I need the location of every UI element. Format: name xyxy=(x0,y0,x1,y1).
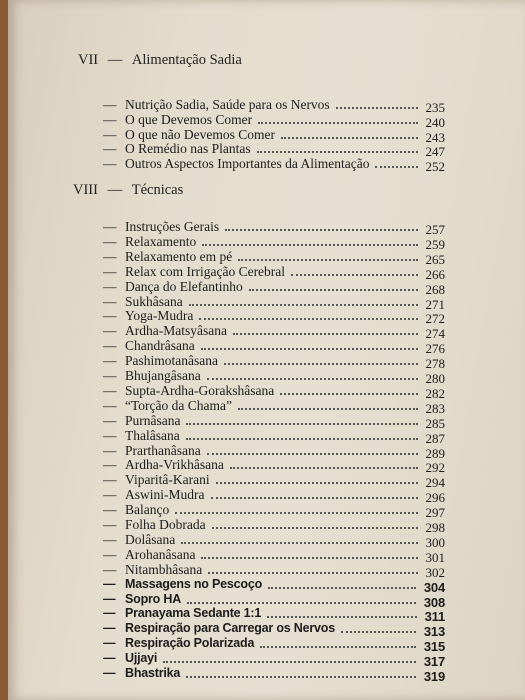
entry-dash: — xyxy=(103,278,117,294)
entry-page-number: 259 xyxy=(425,236,445,252)
dot-leader xyxy=(186,673,416,678)
entry-title: Aswini-Mudra xyxy=(125,487,205,503)
dot-leader xyxy=(225,226,418,231)
entry-dash: — xyxy=(103,651,116,666)
dot-leader xyxy=(202,241,418,246)
dot-leader xyxy=(175,509,418,514)
entry-page-number: 278 xyxy=(425,356,445,372)
entry-dash: — xyxy=(103,263,117,279)
entry-title: Bhastrika xyxy=(125,666,181,680)
entry-title: Outros Aspectos Importantes da Alimentação xyxy=(125,156,370,172)
entry-page-number: 311 xyxy=(424,609,445,625)
entry-dash: — xyxy=(103,97,117,112)
entry-page-number: 308 xyxy=(423,594,445,610)
dot-leader xyxy=(281,134,418,139)
entry-dash: — xyxy=(103,427,117,443)
dot-leader xyxy=(186,420,418,425)
entry-title: Sukhâsana xyxy=(125,293,183,309)
entry-page-number: 313 xyxy=(423,624,445,640)
entry-dash: — xyxy=(103,591,116,606)
dot-leader xyxy=(280,390,418,395)
entry-page-number: 301 xyxy=(425,549,445,565)
entry-dash: — xyxy=(103,531,117,547)
entry-dash: — xyxy=(103,382,117,398)
entry-page-number: 300 xyxy=(425,534,445,550)
section-heading xyxy=(78,52,242,69)
entry-title: Arohanâsana xyxy=(125,546,196,562)
dot-leader xyxy=(258,119,418,124)
entry-dash: — xyxy=(103,576,116,591)
entry-page-number: 285 xyxy=(425,415,445,431)
entry-title: Nutrição Sadia, Saúde para os Nervos xyxy=(125,97,330,112)
entry-dash: — xyxy=(103,457,117,473)
entry-dash: — xyxy=(103,442,117,458)
entry-title: Nitambhâsana xyxy=(125,561,203,577)
entry-title: Chandrâsana xyxy=(125,338,195,354)
toc-entry xyxy=(103,666,445,683)
dot-leader xyxy=(187,599,416,604)
toc-entry xyxy=(103,156,445,173)
entry-page-number: 315 xyxy=(423,639,445,655)
entry-page-number: 266 xyxy=(425,266,445,282)
entry-page-number: 298 xyxy=(425,520,445,535)
book-page xyxy=(8,0,525,700)
entry-dash: — xyxy=(103,487,117,503)
entry-title: O que Devemos Comer xyxy=(125,111,253,127)
dot-leader xyxy=(268,584,416,589)
entry-dash: — xyxy=(103,248,117,264)
entry-title: Respiração Polarizada xyxy=(125,636,255,651)
entry-page-number: 296 xyxy=(425,490,445,506)
entry-title: Bhujangâsana xyxy=(125,368,201,383)
section-title: Alimentação Sadia xyxy=(131,52,242,68)
entry-dash: — xyxy=(103,338,117,354)
entry-title: Thalâsana xyxy=(125,427,180,443)
entry-page-number: 276 xyxy=(425,341,445,357)
entry-title: Pashimotanâsana xyxy=(125,353,218,369)
entry-title: Pranayama Sedante 1:1 xyxy=(125,606,262,621)
entry-dash: — xyxy=(103,323,117,339)
entry-dash: — xyxy=(103,561,117,577)
entry-page-number: 282 xyxy=(425,385,445,401)
entry-page-number: 265 xyxy=(425,251,445,267)
entry-page-number: 319 xyxy=(423,669,445,684)
entry-title: Viparitâ-Karani xyxy=(125,472,210,488)
entry-page-number: 240 xyxy=(425,114,445,130)
dot-leader xyxy=(257,148,418,153)
entry-page-number: 317 xyxy=(423,654,445,670)
entry-dash: — xyxy=(103,141,117,157)
entry-dash: — xyxy=(103,606,116,621)
entry-title: Prarthanâsana xyxy=(125,442,201,458)
entry-page-number: 247 xyxy=(425,144,445,160)
dot-leader xyxy=(199,315,418,320)
entry-title: Sopro HA xyxy=(125,591,182,606)
entry-page-number: 294 xyxy=(425,475,445,491)
section-roman: VIII xyxy=(73,182,98,198)
entry-dash: — xyxy=(103,368,117,383)
dot-leader xyxy=(207,450,418,455)
entry-dash: — xyxy=(103,353,117,369)
entry-dash: — xyxy=(103,233,117,249)
entry-page-number: 304 xyxy=(423,579,445,595)
dot-leader xyxy=(211,494,418,499)
entry-title: Dança do Elefantinho xyxy=(125,278,243,294)
dot-leader xyxy=(336,104,418,109)
dot-leader xyxy=(238,405,418,410)
dot-leader xyxy=(267,613,417,618)
entry-title: Purnâsana xyxy=(125,412,181,428)
section-roman: VII xyxy=(78,52,99,68)
entry-title: “Torção da Chama” xyxy=(125,397,232,413)
entry-dash: — xyxy=(103,293,117,309)
entry-page-number: 235 xyxy=(425,100,445,115)
dot-leader xyxy=(238,256,418,261)
entry-dash: — xyxy=(103,308,117,324)
entry-page-number: 257 xyxy=(425,222,445,237)
entry-page-number: 283 xyxy=(425,400,445,416)
section-title: Técnicas xyxy=(131,182,184,198)
section-dash: — xyxy=(107,52,123,68)
entry-dash: — xyxy=(103,502,117,518)
entry-page-number: 292 xyxy=(425,460,445,476)
dot-leader xyxy=(163,658,416,663)
dot-leader xyxy=(230,464,418,469)
entry-title: Supta-Ardha-Gorakshâsana xyxy=(125,382,275,398)
entry-title: Instruções Gerais xyxy=(125,219,220,234)
entry-title: Relaxamento xyxy=(125,233,197,249)
section-heading xyxy=(73,182,183,199)
entry-page-number: 297 xyxy=(425,505,445,521)
entry-title: Massagens no Pescoço xyxy=(125,576,263,591)
dot-leader xyxy=(341,628,416,633)
entry-title: O que não Devemos Comer xyxy=(125,126,275,142)
entry-page-number: 272 xyxy=(425,311,445,327)
section-dash: — xyxy=(107,182,123,198)
dot-leader xyxy=(212,524,418,529)
dot-leader xyxy=(186,435,418,440)
entry-page-number: 289 xyxy=(425,445,445,461)
entry-dash: — xyxy=(103,412,117,428)
entry-title: Respiração para Carregar os Nervos xyxy=(125,621,335,636)
entry-title: Yoga-Mudra xyxy=(125,308,194,324)
entry-title: Ardha-Vrikhâsana xyxy=(125,457,224,473)
dot-leader xyxy=(201,554,418,559)
dot-leader xyxy=(224,360,418,365)
entry-title: Balanço xyxy=(125,502,170,518)
entry-dash: — xyxy=(103,666,116,680)
entry-page-number: 271 xyxy=(425,296,445,312)
entry-page-number: 252 xyxy=(425,159,445,175)
entry-page-number: 243 xyxy=(425,129,445,145)
entry-title: Folha Dobrada xyxy=(125,517,206,532)
entry-dash: — xyxy=(103,472,117,488)
entry-title: Ardha-Matsyâsana xyxy=(125,323,227,339)
entry-title: O Remédio nas Plantas xyxy=(125,141,251,157)
entry-dash: — xyxy=(103,517,117,532)
entry-dash: — xyxy=(103,621,116,636)
dot-leader xyxy=(291,271,418,276)
entry-title: Relaxamento em pé xyxy=(125,248,233,264)
entry-dash: — xyxy=(103,397,117,413)
dot-leader xyxy=(207,375,418,380)
entry-title: Relax com Irrigação Cerebral xyxy=(125,263,286,279)
entry-title: Ujjayi xyxy=(125,651,158,666)
entry-page-number: 268 xyxy=(425,281,445,297)
entry-title: Dolâsana xyxy=(125,531,176,547)
entry-page-number: 280 xyxy=(425,371,445,386)
dot-leader xyxy=(260,643,416,648)
entry-dash: — xyxy=(103,546,117,562)
dot-leader xyxy=(216,479,418,484)
dot-leader xyxy=(208,569,418,574)
dot-leader xyxy=(201,345,418,350)
dot-leader xyxy=(181,539,418,544)
dot-leader xyxy=(233,330,418,335)
entry-dash: — xyxy=(103,126,117,142)
entry-dash: — xyxy=(103,636,116,651)
dot-leader xyxy=(189,301,418,306)
dot-leader xyxy=(375,163,418,168)
entry-dash: — xyxy=(103,111,117,127)
entry-page-number: 302 xyxy=(425,564,445,580)
dot-leader xyxy=(249,286,418,291)
entry-dash: — xyxy=(103,156,117,172)
entry-page-number: 287 xyxy=(425,430,445,446)
entry-page-number: 274 xyxy=(425,326,445,342)
entry-dash: — xyxy=(103,219,117,234)
